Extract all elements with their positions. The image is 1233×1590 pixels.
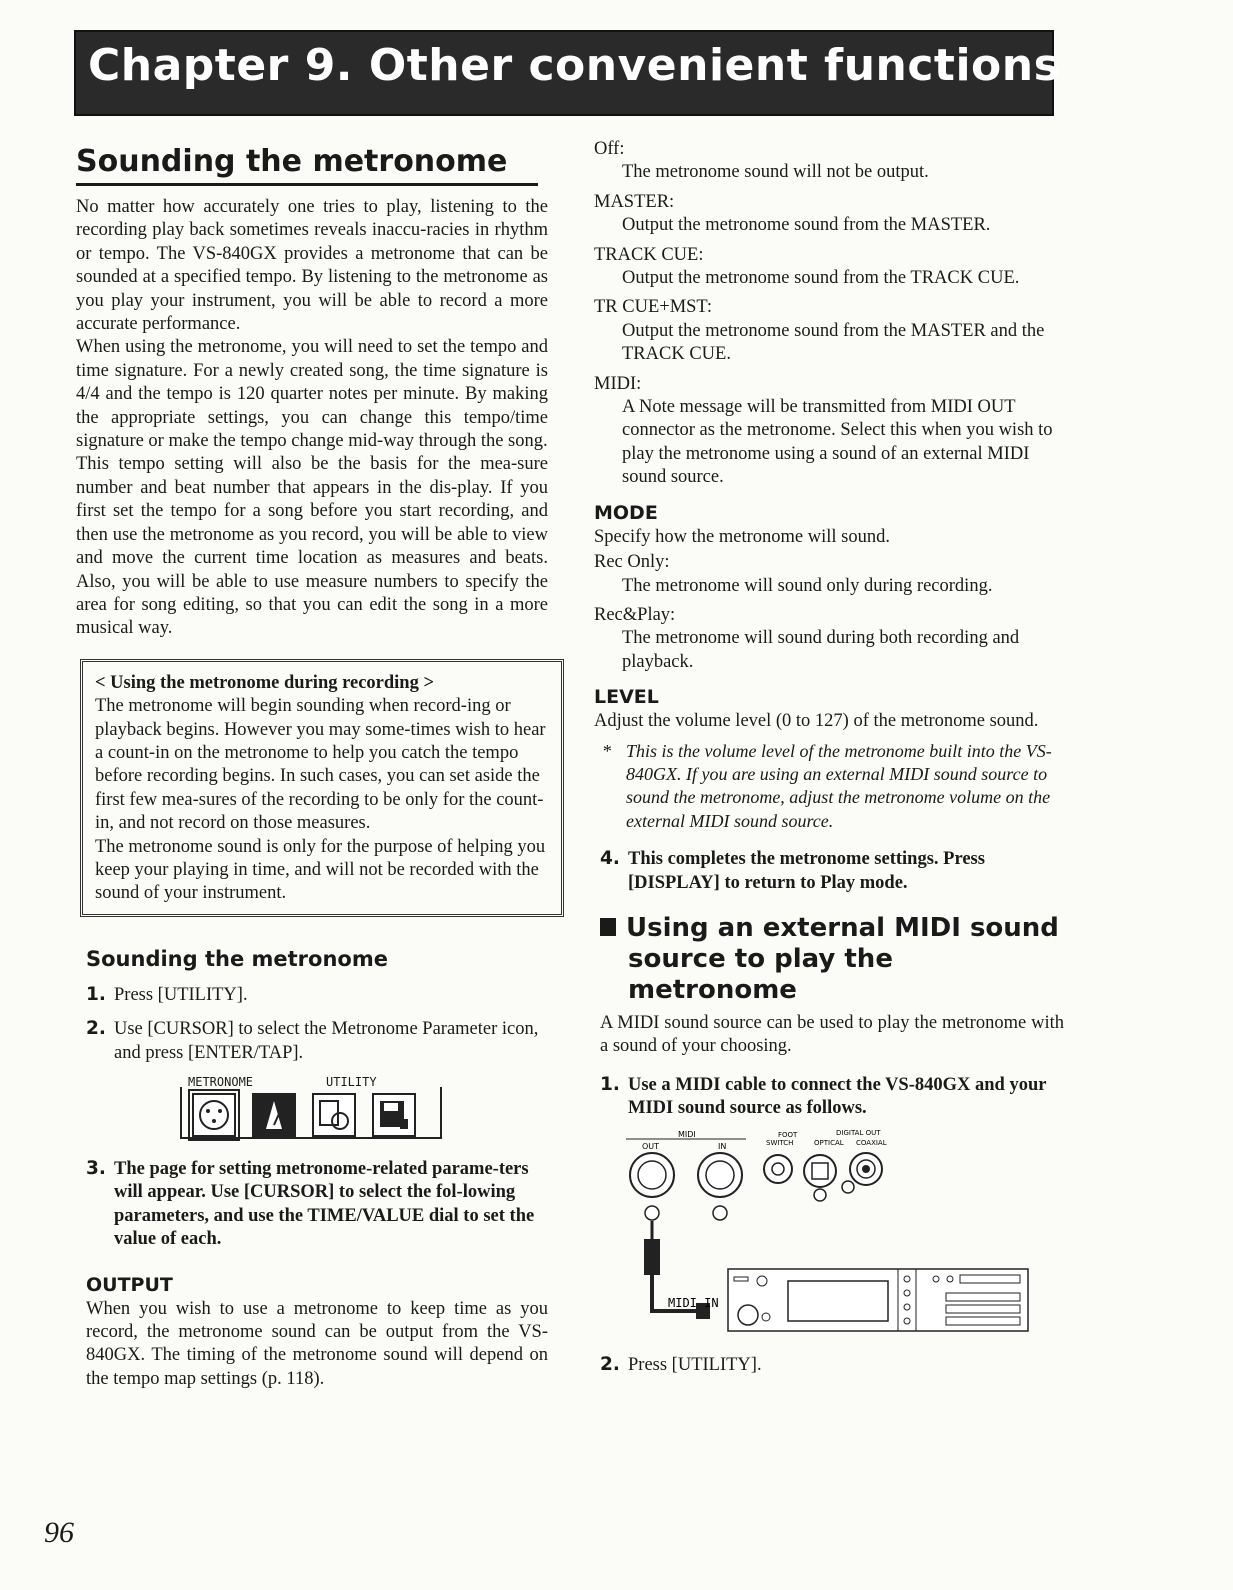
level-text: Adjust the volume level (0 to 127) of the metronome sound. (594, 711, 1039, 732)
step-number: 4. (600, 848, 620, 870)
option-desc: Output the metronome sound from the MASTER and the TRACK CUE. (622, 320, 1045, 365)
option-name: MASTER: (594, 191, 675, 212)
right-column (594, 136, 1064, 1385)
step-number: 2. (86, 1018, 106, 1040)
optical-port-icon (804, 1155, 836, 1201)
intro-paragraph-1: No matter how accurately one tries to play, listening to the recording play back sometimes reveals inaccu-racies in rhythm or tempo. The VS-840GX provides a metronome that can be sounded at a specified tempo. By listening to the metronome as you play your instrument, you will be able to record a more accurate performance. (76, 197, 548, 335)
label-midi: MIDI (678, 1129, 696, 1139)
step-number: 1. (600, 1073, 620, 1095)
midi-out-port-icon (630, 1153, 674, 1220)
option-desc: Output the metronome sound from the TRACK CUE. (622, 268, 1020, 289)
label-midi-in: MIDI IN (668, 1295, 719, 1310)
output-text: When you wish to use a metronome to keep time as you record, the metronome sound can be output from the VS-840GX. The timing of the metronome sound will depend on the tempo map settings (p. 118). (86, 1298, 548, 1389)
step-number: 3. (86, 1158, 106, 1179)
output-option-track-cue (594, 244, 1064, 291)
option-desc: The metronome will sound only during recording. (622, 575, 993, 596)
midi-diagram-svg (616, 1129, 1036, 1339)
sync-icon[interactable] (312, 1093, 356, 1137)
label-out: OUT (642, 1141, 660, 1151)
square-bullet-icon (600, 918, 616, 936)
level-title: LEVEL (594, 686, 659, 709)
external-midi-title (600, 913, 1064, 1006)
option-name: Rec&Play: (594, 604, 676, 625)
output-option-master (594, 191, 1064, 238)
chapter-title: Chapter 9. Other convenient functions (88, 40, 1061, 91)
option-name: Rec Only: (594, 552, 670, 573)
left-column (76, 130, 548, 1391)
option-name: TRACK CUE: (594, 244, 704, 265)
asterisk-mark: * (602, 740, 611, 761)
ext-step-2 (600, 1353, 1064, 1377)
lcd-label-metronome: METRONOME (188, 1075, 254, 1089)
label-in: IN (718, 1141, 727, 1151)
metronome-icon[interactable] (252, 1093, 296, 1137)
output-option-tr-cue-mst (594, 296, 1064, 366)
disk-icon[interactable] (372, 1093, 416, 1137)
section-title: Sounding the metronome (76, 144, 538, 186)
step-text: Press [UTILITY]. (628, 1354, 762, 1375)
page-number: 96 (44, 1516, 74, 1549)
ext-step-1 (600, 1073, 1064, 1121)
intro-paragraph-3: This tempo setting will also be the basis for the mea-sure number and beat number that appears in the dis-play. If you first set the tempo for a song before you start recording, and then use the metronome as you record, you will be able to view and move the current time location as measures and beats. Also, you will be able to use measure numbers to specify the area for song editing, so that you can edit the song in a more musical way. (76, 454, 548, 639)
mode-title: MODE (594, 501, 658, 524)
step-3 (86, 1157, 548, 1252)
option-name: Off: (594, 139, 625, 159)
metronome-parameter-icon[interactable] (192, 1093, 236, 1137)
note-text-2: The metronome sound is only for the purpose of helping you keep your playing in time, and will not be recorded with the sound of your instrument. (95, 836, 546, 904)
label-optical: OPTICAL (814, 1138, 844, 1147)
step-text: Use a MIDI cable to connect the VS-840GX and your MIDI sound source as follows. (628, 1074, 1047, 1119)
label-foot: FOOT (778, 1130, 798, 1139)
option-desc: Output the metronome sound from the MASTER. (622, 215, 991, 236)
external-midi-title-text: Using an external MIDI sound source to play the metronome (626, 912, 1059, 1005)
external-midi-text: A MIDI sound source can be used to play the metronome with a sound of your choosing. (600, 1012, 1064, 1057)
midi-in-port-icon (698, 1153, 742, 1220)
label-coaxial: COAXIAL (856, 1138, 887, 1147)
mode-option-rec-play (594, 604, 1064, 674)
recording-note-box (80, 659, 564, 917)
output-option-off (594, 138, 1064, 185)
step-number: 2. (600, 1353, 620, 1375)
subsection-title: Sounding the metronome (86, 946, 388, 971)
foot-switch-jack-icon (764, 1155, 792, 1183)
output-option-midi (594, 373, 1064, 490)
option-desc: The metronome sound will not be output. (622, 162, 929, 183)
step-4 (600, 847, 1064, 895)
note-text-1: The metronome will begin sounding when record-ing or playback begins. However you may some-times wish to hear a count-in on the metronome to help you catch the tempo before recording begins. In such cases, you can set aside the first few mea-sures of the recording to be only for the count-in, and not record on those measures. (95, 696, 546, 834)
label-switch: SWITCH (766, 1138, 794, 1147)
option-desc: The metronome will sound during both recording and playback. (622, 628, 1020, 672)
step-text: Press [UTILITY]. (114, 984, 248, 1005)
note-title: < Using the metronome during recording > (95, 672, 434, 693)
level-note-text: This is the volume level of the metronome built into the VS-840GX. If you are using an external MIDI sound source to sound the metronome, adjust the metronome volume on the external MIDI sound source. (626, 740, 1052, 831)
midi-sound-module-icon (728, 1269, 1028, 1331)
step-number: 1. (86, 983, 106, 1005)
step-text: This completes the metronome settings. Press [DISPLAY] to return to Play mode. (628, 849, 985, 893)
output-title: OUTPUT (86, 1273, 173, 1296)
lcd-utility-screen (180, 1075, 450, 1145)
midi-connection-diagram (616, 1129, 1036, 1349)
level-note (602, 740, 1064, 834)
step-text: Use [CURSOR] to select the Metronome Parameter icon, and press [ENTER/TAP]. (114, 1019, 539, 1063)
step-1 (86, 983, 548, 1007)
chapter-header (74, 30, 1061, 116)
step-text: The page for setting metronome-related parame-ters will appear. Use [CURSOR] to select the fol-lowing parameters, and use the TIME/VALUE dial to set the value of each. (114, 1159, 535, 1250)
mode-option-rec-only (594, 551, 1064, 598)
intro-paragraph-2: When using the metronome, you will need to set the tempo and time signature. For a newly created song, the time signature is 4/4 and the tempo is 120 quarter notes per minute. By making the appropriate settings, you can change this tempo/time signature or make the tempo change mid-way through the song. (76, 337, 548, 452)
label-digital-out: DIGITAL OUT (836, 1128, 881, 1137)
option-name: TR CUE+MST: (594, 297, 712, 318)
step-2 (86, 1017, 548, 1065)
lcd-label-utility: UTILITY (326, 1075, 377, 1089)
mode-text: Specify how the metronome will sound. (594, 526, 890, 547)
option-name: MIDI: (594, 373, 642, 394)
coaxial-port-icon (842, 1153, 882, 1193)
option-desc: A Note message will be transmitted from MIDI OUT connector as the metronome. Select this when you wish to play the metronome using a sound of an external MIDI sound source. (622, 397, 1053, 488)
